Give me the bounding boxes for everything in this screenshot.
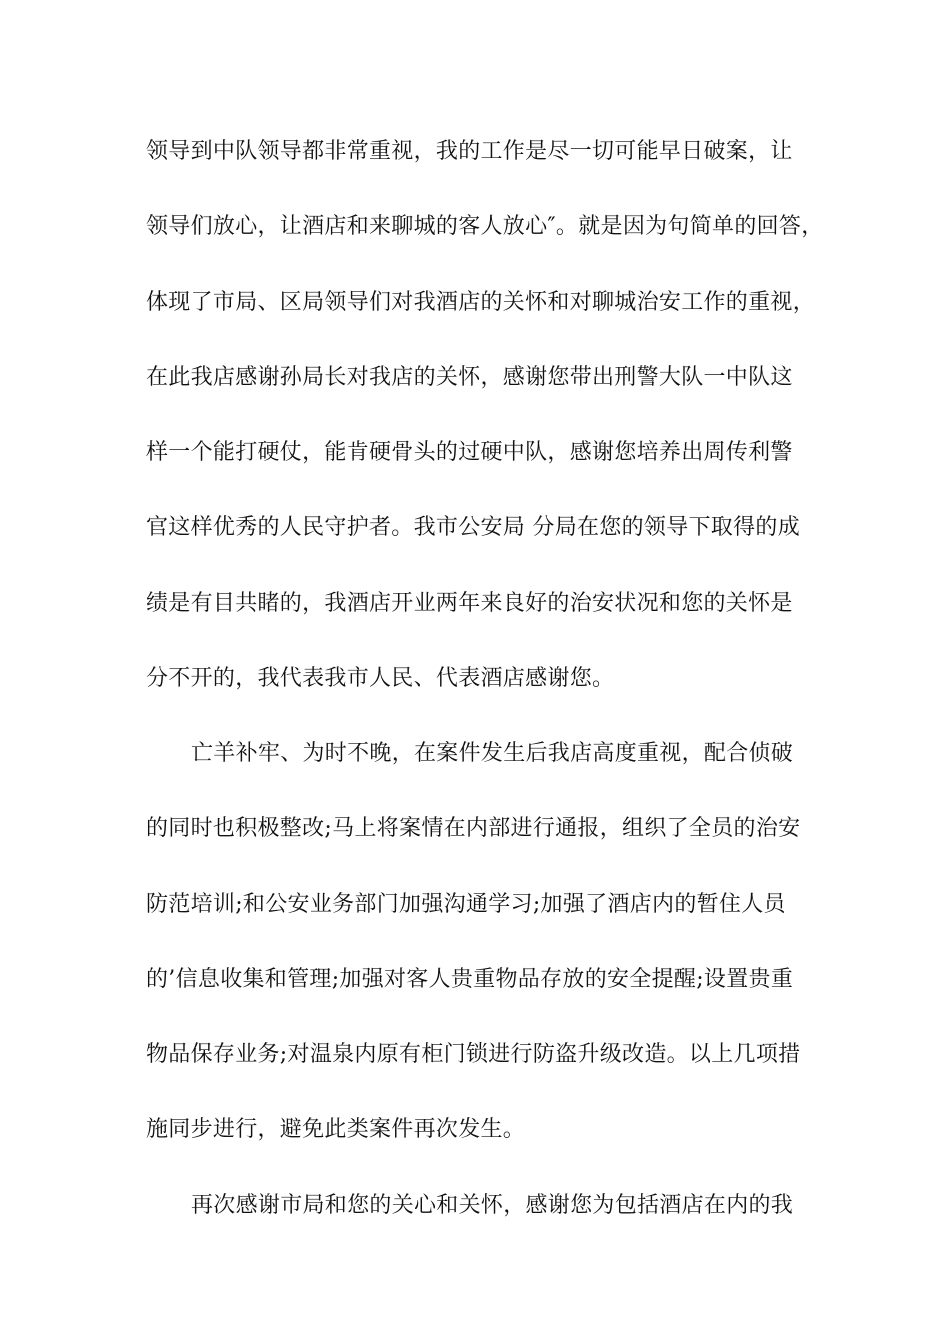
text-line: 官这样优秀的人民守护者。我市公安局 分局在您的领导下取得的成 [146,515,800,540]
text-line: 样一个能打硬仗，能肯硬骨头的过硬中队，感谢您培养出周传利警 [146,440,793,465]
paragraph-first-line: 再次感谢市局和您的关心和关怀，感谢您为包括酒店在内的我 [191,1193,794,1218]
text-line: 体现了市局、区局领导们对我酒店的关怀和对聊城治安工作的重视， [146,290,816,315]
text-line: 物品保存业务;对温泉内原有柜门锁进行防盗升级改造。以上几项措 [146,1042,801,1067]
text-line: 在此我店感谢孙局长对我店的关怀，感谢您带出刑警大队一中队这 [146,365,793,390]
text-line: 领导到中队领导都非常重视，我的工作是尽一切可能早日破案，让 [146,139,793,164]
text-line: 分不开的，我代表我市人民、代表酒店感谢您。 [146,666,615,691]
paragraph-first-line: 亡羊补牢、为时不晚，在案件发生后我店高度重视，配合侦破 [191,741,794,766]
text-line: 施同步进行，避免此类案件再次发生。 [146,1117,526,1142]
text-line: 领导们放心，让酒店和来聊城的客人放心″。就是因为句简单的回答， [146,214,824,239]
text-line: 绩是有目共睹的，我酒店开业两年来良好的治安状况和您的关怀是 [146,591,793,616]
text-line: 防范培训;和公安业务部门加强沟通学习;加强了酒店内的暂住人员 [146,892,786,917]
text-line: 的’信息收集和管理;加强对客人贵重物品存放的安全提醒;设置贵重 [146,967,794,992]
text-line: 的同时也积极整改;马上将案情在内部进行通报，组织了全员的治安 [146,816,801,841]
